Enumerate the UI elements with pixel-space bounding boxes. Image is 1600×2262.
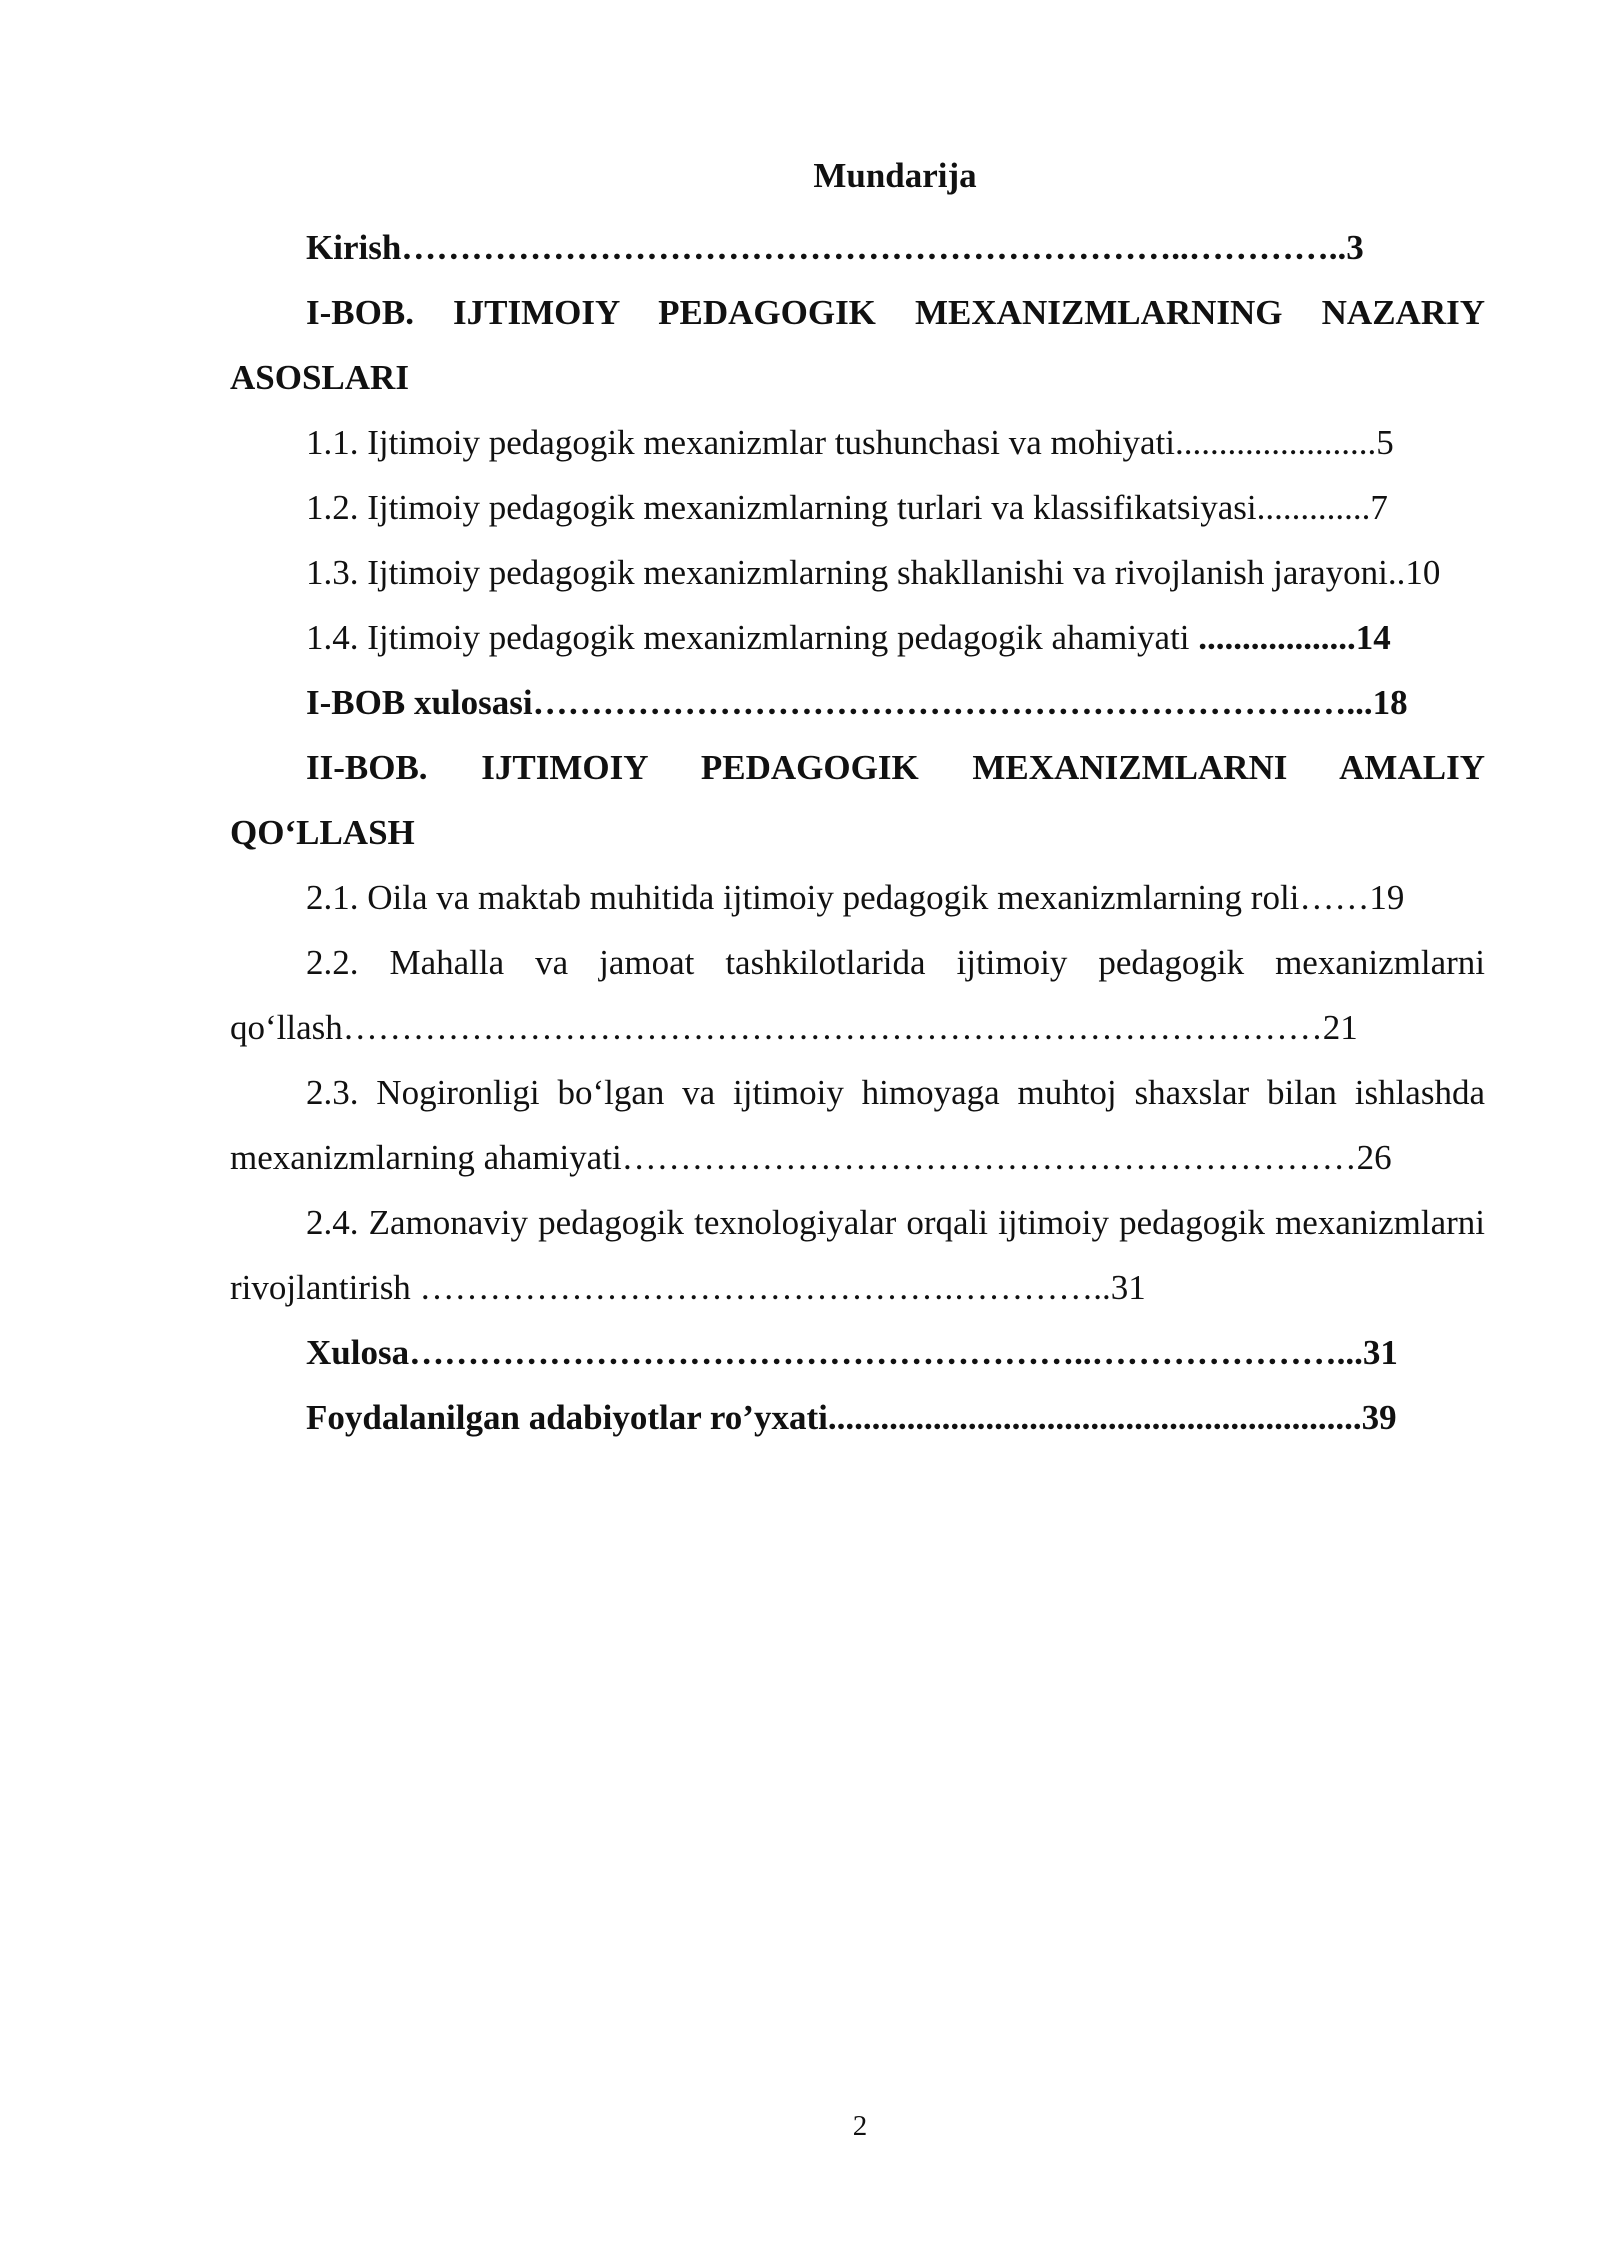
toc-entry-2-2: 2.2. Mahalla va jamoat tashkilotlarida ijtimoiy pedagogik mexanizmlarni qo‘llash…………………………………………………………………………21 [230, 943, 1485, 1047]
toc-entry-1-1: 1.1. Ijtimoiy pedagogik mexanizmlar tushunchasi va mohiyati.......................5 [306, 423, 1394, 462]
toc-entry-1-2: 1.2. Ijtimoiy pedagogik mexanizmlarning turlari va klassifikatsiyasi.............7 [306, 488, 1388, 527]
toc-entry-1-3: 1.3. Ijtimoiy pedagogik mexanizmlarning shakllanishi va rivojlanish jarayoni..10 [306, 553, 1441, 592]
toc-entry-2-3: 2.3. Nogironligi bo‘lgan va ijtimoiy himoyaga muhtoj shaxslar bilan ishlashda mexanizmlarning ahamiyati………………………………………………………26 [230, 1073, 1485, 1177]
page-number: 2 [852, 2110, 868, 2142]
toc-entry-1-4-page: ..................14 [1198, 618, 1391, 657]
toc-chapter-1-heading: I-BOB. IJTIMOIY PEDAGOGIK MEXANIZMLARNING NAZARIY ASOSLARI [230, 293, 1485, 397]
toc-entry-xulosa: Xulosa…………………………………………………..…………………...31 [306, 1333, 1398, 1372]
toc-entry-1-4 [230, 605, 1485, 670]
toc-entry-chapter-1-conclusion: I-BOB xulosasi………………………………………………………….…...18 [306, 683, 1408, 722]
table-of-contents [230, 215, 1485, 1450]
toc-entry-2-4: 2.4. Zamonaviy pedagogik texnologiyalar orqali ijtimoiy pedagogik mexanizmlarni rivojlantirish ……………………………………….…………..31 [230, 1203, 1485, 1307]
toc-entry-1-4-title: 1.4. Ijtimoiy pedagogik mexanizmlarning pedagogik ahamiyati [306, 618, 1199, 657]
page-title: Mundarija [813, 156, 977, 195]
toc-entry-kirish: Kirish…………………………………………………………..…………..3 [306, 228, 1364, 267]
toc-chapter-2-heading: II-BOB. IJTIMOIY PEDAGOGIK MEXANIZMLARNI AMALIY QO‘LLASH [230, 748, 1485, 852]
toc-entry-bibliography: Foydalanilgan adabiyotlar ro’yxati.............................................................39 [306, 1398, 1397, 1437]
toc-entry-2-1: 2.1. Oila va maktab muhitida ijtimoiy pedagogik mexanizmlarning roli……19 [306, 878, 1405, 917]
